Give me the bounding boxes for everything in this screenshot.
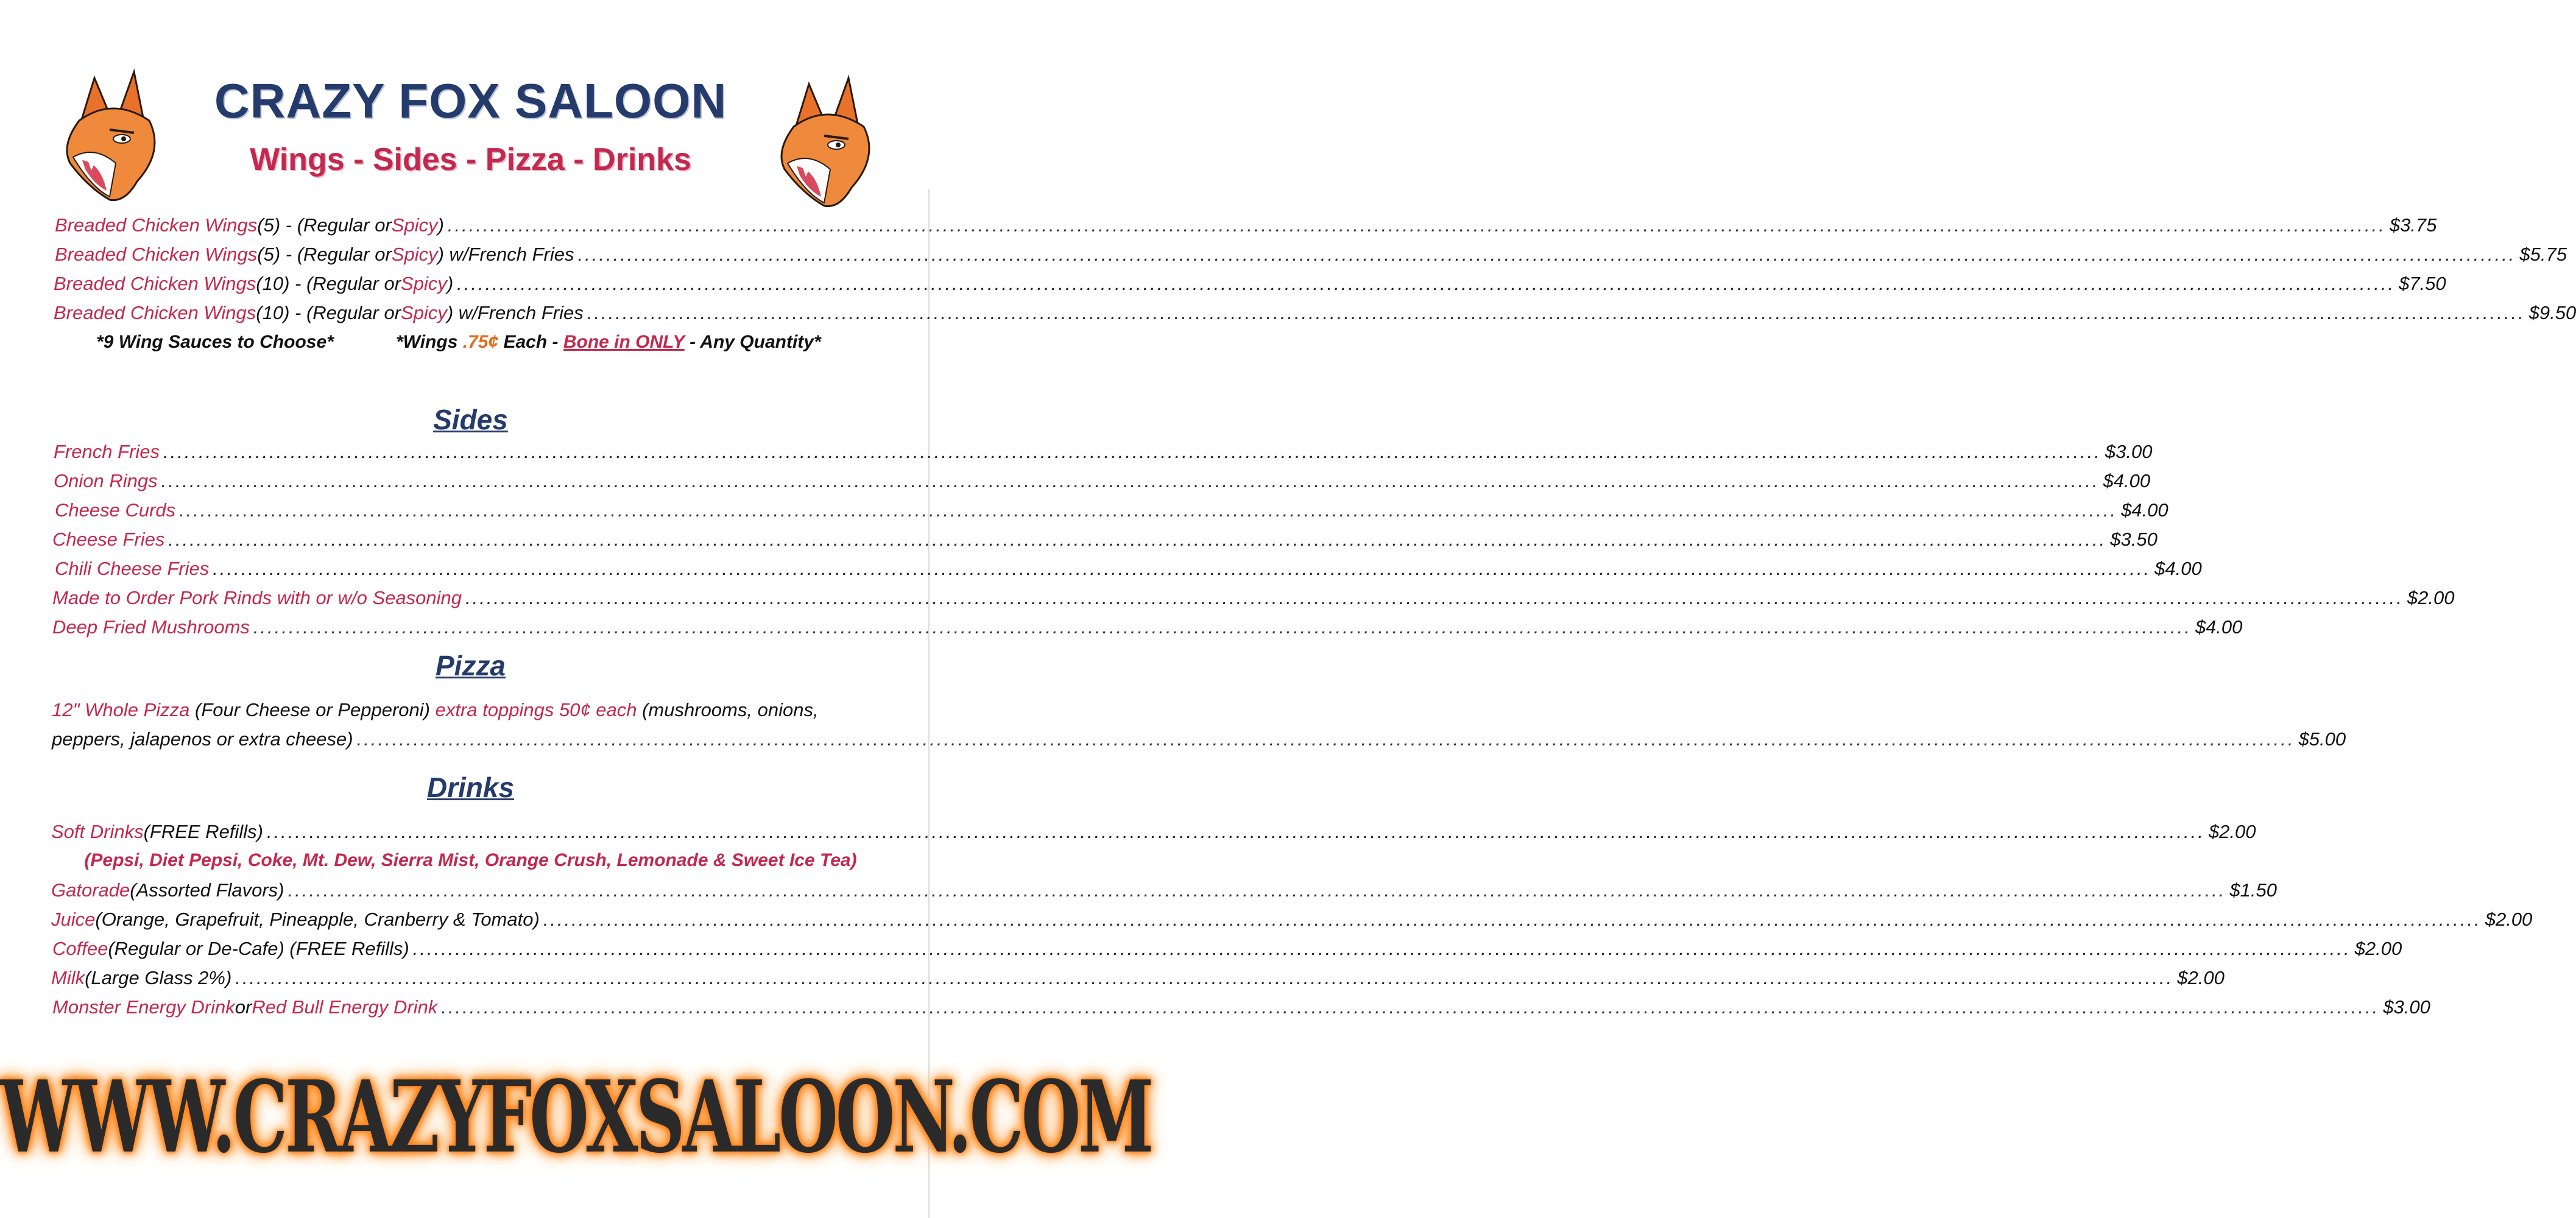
dot-leader bbox=[441, 996, 2379, 1018]
item-name: Breaded Chicken Wings bbox=[54, 302, 256, 323]
item-tail: ) bbox=[446, 273, 454, 294]
menu-item bbox=[52, 996, 2430, 1018]
menu-item bbox=[51, 879, 2277, 901]
menu-item bbox=[54, 441, 2153, 463]
item-desc: or bbox=[235, 996, 252, 1018]
dot-leader bbox=[168, 529, 2106, 551]
item-price: $4.00 bbox=[2121, 499, 2168, 521]
dot-leader bbox=[235, 967, 2173, 989]
extra-toppings: extra toppings 50¢ each bbox=[435, 699, 637, 720]
item-price: $2.00 bbox=[2407, 587, 2455, 608]
pizza-description bbox=[52, 699, 819, 721]
dot-leader bbox=[253, 616, 2192, 638]
menu-item bbox=[55, 214, 2437, 236]
item-name: Breaded Chicken Wings bbox=[55, 244, 258, 265]
menu-item bbox=[55, 244, 2567, 266]
dot-leader bbox=[161, 470, 2100, 492]
item-name: Cheese Curds bbox=[55, 499, 176, 521]
dot-leader bbox=[179, 499, 2117, 521]
item-desc: (mushrooms, onions, bbox=[637, 699, 819, 720]
dot-leader bbox=[163, 441, 2101, 463]
dot-leader bbox=[213, 558, 2151, 580]
wings-each-note bbox=[396, 332, 821, 353]
item-tail: ) w/French Fries bbox=[446, 302, 584, 323]
item-desc: (Large Glass 2%) bbox=[85, 967, 232, 988]
item-price: $3.50 bbox=[2110, 529, 2158, 550]
dot-leader bbox=[413, 938, 2351, 960]
menu-item bbox=[54, 302, 2576, 324]
menu-item bbox=[51, 967, 2225, 989]
dot-leader bbox=[448, 214, 2386, 236]
item-spicy: Spicy bbox=[401, 273, 447, 294]
item-spicy: Spicy bbox=[391, 214, 438, 236]
dot-leader bbox=[543, 909, 2482, 931]
item-tail: ) bbox=[437, 214, 444, 236]
menu-item bbox=[52, 587, 2455, 609]
item-name: Breaded Chicken Wings bbox=[54, 273, 256, 294]
item-qty: (5) - (Regular or bbox=[257, 214, 392, 236]
menu-item bbox=[54, 470, 2151, 492]
item-desc: peppers, jalapenos or extra cheese) bbox=[52, 728, 353, 750]
item-name: Made to Order Pork Rinds with or w/o Seasoning bbox=[52, 587, 462, 608]
item-qty: (10) - (Regular or bbox=[256, 273, 401, 294]
note-price: .75¢ bbox=[462, 332, 499, 352]
item-name: Deep Fried Mushrooms bbox=[52, 616, 250, 638]
menu-item bbox=[54, 273, 2446, 295]
item-price: $2.00 bbox=[2177, 967, 2225, 988]
item-name: 12" Whole Pizza bbox=[52, 699, 190, 720]
item-price: $2.00 bbox=[2485, 909, 2533, 930]
item-name: Juice bbox=[51, 909, 96, 930]
item-price: $3.00 bbox=[2105, 441, 2153, 462]
item-name: Red Bull Energy Drink bbox=[252, 996, 438, 1018]
item-price: $3.75 bbox=[2389, 214, 2437, 236]
item-name: Breaded Chicken Wings bbox=[55, 214, 258, 236]
item-price: $2.00 bbox=[2354, 938, 2402, 959]
item-price: $3.00 bbox=[2383, 996, 2430, 1018]
item-price: $7.50 bbox=[2399, 273, 2446, 294]
item-name: Gatorade bbox=[51, 879, 130, 901]
item-name: Milk bbox=[51, 967, 85, 988]
item-name: Onion Rings bbox=[54, 470, 158, 491]
item-price: $5.00 bbox=[2298, 728, 2346, 750]
soft-drinks-list: (Pepsi, Diet Pepsi, Coke, Mt. Dew, Sierra Mist, Orange Crush, Lemonade & Sweet Ice Tea) bbox=[84, 850, 857, 870]
item-name: Chili Cheese Fries bbox=[55, 558, 210, 579]
item-price: $5.75 bbox=[2519, 244, 2567, 265]
item-desc: (Four Cheese or Pepperoni) bbox=[189, 699, 436, 720]
menu-item bbox=[52, 938, 2402, 960]
item-price: $9.50 bbox=[2528, 302, 2576, 323]
item-name: Soft Drinks bbox=[51, 821, 144, 842]
dot-leader bbox=[267, 821, 2205, 843]
website-url: WWW.CRAZYFOXSALOON.COM bbox=[0, 1060, 1152, 1175]
menu-item bbox=[55, 558, 2202, 580]
item-price: $4.00 bbox=[2195, 616, 2243, 638]
note-text: Each - bbox=[498, 332, 563, 352]
item-desc: (Orange, Grapefruit, Pineapple, Cranberry & Tomato) bbox=[95, 909, 540, 930]
item-name: French Fries bbox=[54, 441, 160, 462]
item-desc: (Regular or De-Cafe) (FREE Refills) bbox=[108, 938, 409, 959]
item-qty: (10) - (Regular or bbox=[256, 302, 401, 323]
dot-leader bbox=[587, 302, 2525, 324]
dot-leader bbox=[457, 273, 2395, 295]
note-text: - Any Quantity* bbox=[684, 332, 821, 352]
item-price: $4.00 bbox=[2103, 470, 2151, 491]
item-desc: (Assorted Flavors) bbox=[130, 879, 284, 901]
menu-item bbox=[55, 499, 2168, 521]
item-price: $4.00 bbox=[2154, 558, 2202, 579]
page-title: CRAZY FOX SALOON bbox=[214, 74, 727, 128]
item-desc: (FREE Refills) bbox=[143, 821, 263, 842]
bone-in-note: Bone in ONLY bbox=[563, 332, 685, 352]
menu-item bbox=[52, 529, 2158, 551]
wing-sauces-note: *9 Wing Sauces to Choose* bbox=[96, 332, 334, 352]
item-qty: (5) - (Regular or bbox=[257, 244, 392, 265]
dot-leader bbox=[465, 587, 2404, 609]
menu-item bbox=[52, 616, 2243, 638]
page-subtitle: Wings - Sides - Pizza - Drinks bbox=[250, 142, 691, 177]
item-price: $1.50 bbox=[2229, 879, 2277, 901]
item-name: Coffee bbox=[52, 938, 108, 959]
dot-leader bbox=[288, 879, 2226, 901]
menu-item bbox=[52, 728, 2346, 750]
item-spicy: Spicy bbox=[391, 244, 438, 265]
item-price: $2.00 bbox=[2208, 821, 2256, 842]
pizza-heading: Pizza bbox=[435, 650, 506, 681]
item-tail: ) w/French Fries bbox=[437, 244, 574, 265]
item-name: Cheese Fries bbox=[52, 529, 165, 550]
item-spicy: Spicy bbox=[401, 302, 447, 323]
dot-leader bbox=[357, 728, 2295, 750]
item-name: Monster Energy Drink bbox=[52, 996, 235, 1018]
menu-item bbox=[51, 821, 2256, 843]
sides-heading: Sides bbox=[433, 404, 508, 435]
menu-item bbox=[51, 909, 2533, 931]
dot-leader bbox=[578, 244, 2516, 266]
note-text: *Wings bbox=[396, 332, 463, 352]
drinks-heading: Drinks bbox=[426, 772, 515, 803]
